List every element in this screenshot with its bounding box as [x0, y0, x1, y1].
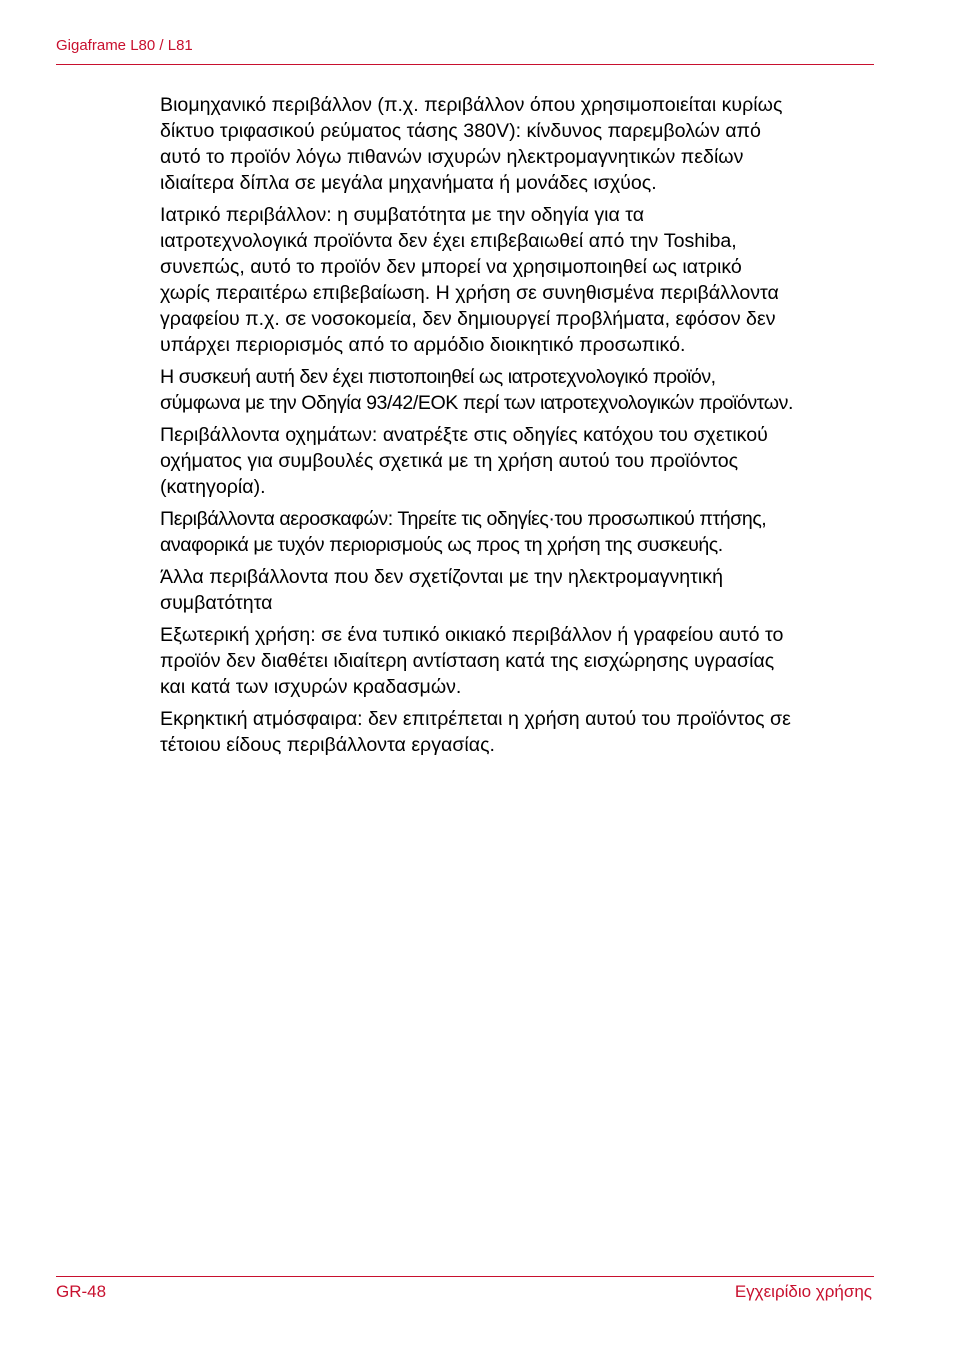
paragraph-explosive-atmosphere: Εκρηκτική ατμόσφαιρα: δεν επιτρέπεται η χρήση αυτού του προϊόντος σε τέτοιου είδους περιβάλλοντα εργασίας.	[160, 708, 791, 756]
header-divider	[56, 64, 874, 65]
header-title: Gigaframe L80 / L81	[56, 37, 193, 54]
paragraph-aircraft-environments: Περιβάλλοντα αεροσκαφών: Τηρείτε τις οδηγίες·του προσωπικού πτήσης, αναφορικά με τυχόν περιορισμούς ως προς τη χρήση της συσκευής.	[160, 508, 767, 556]
paragraph-industrial-environment: Βιομηχανικό περιβάλλον (π.χ. περιβάλλον όπου χρησιμοποιείται κυρίως δίκτυο τριφασικού ρεύματος τάσης 380V): κίνδυνος παρεμβολών από αυτό το προϊόν λόγω πιθανών ισχυρών ηλεκτρομαγνητικών πεδίων ιδιαίτερα δίπλα σε μεγάλα μηχανήματα ή μονάδες ισχύος.	[160, 94, 783, 194]
paragraph-outdoor-use: Εξωτερική χρήση: σε ένα τυπικό οικιακό περιβάλλον ή γραφείου αυτό το προϊόν δεν διαθέτει ιδιαίτερη αντίσταση κατά της εισχώρησης υγρασίας και κατά των ισχυρών κραδασμών.	[160, 624, 784, 698]
paragraph-medical-environment: Ιατρικό περιβάλλον: η συμβατότητα με την οδηγία για τα ιατροτεχνολογικά προϊόντα δεν έχει επιβεβαιωθεί από την Toshiba, συνεπώς, αυτό το προϊόν δεν μπορεί να χρησιμοποιηθεί ως ιατρικό χωρίς περαιτέρω επιβεβαίωση. Η χρήση σε συνηθισμένα περιβάλλοντα γραφείου π.χ. σε νοσοκομεία, δεν δημιουργεί προβλήματα, εφόσον δεν υπάρχει περιορισμός από το αρμόδιο διοικητικό προσωπικό.	[160, 204, 779, 356]
paragraph-vehicle-environments: Περιβάλλοντα οχημάτων: ανατρέξτε στις οδηγίες κατόχου του σχετικού οχήματος για συμβουλές σχετικά με τη χρήση αυτού του προϊόντος (κατηγορία).	[160, 424, 768, 498]
manual-title: Εγχειρίδιο χρήσης	[734, 1282, 872, 1301]
main-content	[160, 92, 876, 764]
paragraph-other-environments: Άλλα περιβάλλοντα που δεν σχετίζονται με την ηλεκτρομαγνητική συμβατότητα	[160, 566, 723, 614]
footer-divider	[56, 1276, 874, 1277]
page-number: GR-48	[56, 1282, 107, 1301]
paragraph-medical-certification: Η συσκευή αυτή δεν έχει πιστοποιηθεί ως ιατροτεχνολογικό προϊόν, σύμφωνα με την Οδηγία 93/42/ΕΟΚ περί των ιατροτεχνολογικών προϊόντων.	[160, 366, 793, 414]
